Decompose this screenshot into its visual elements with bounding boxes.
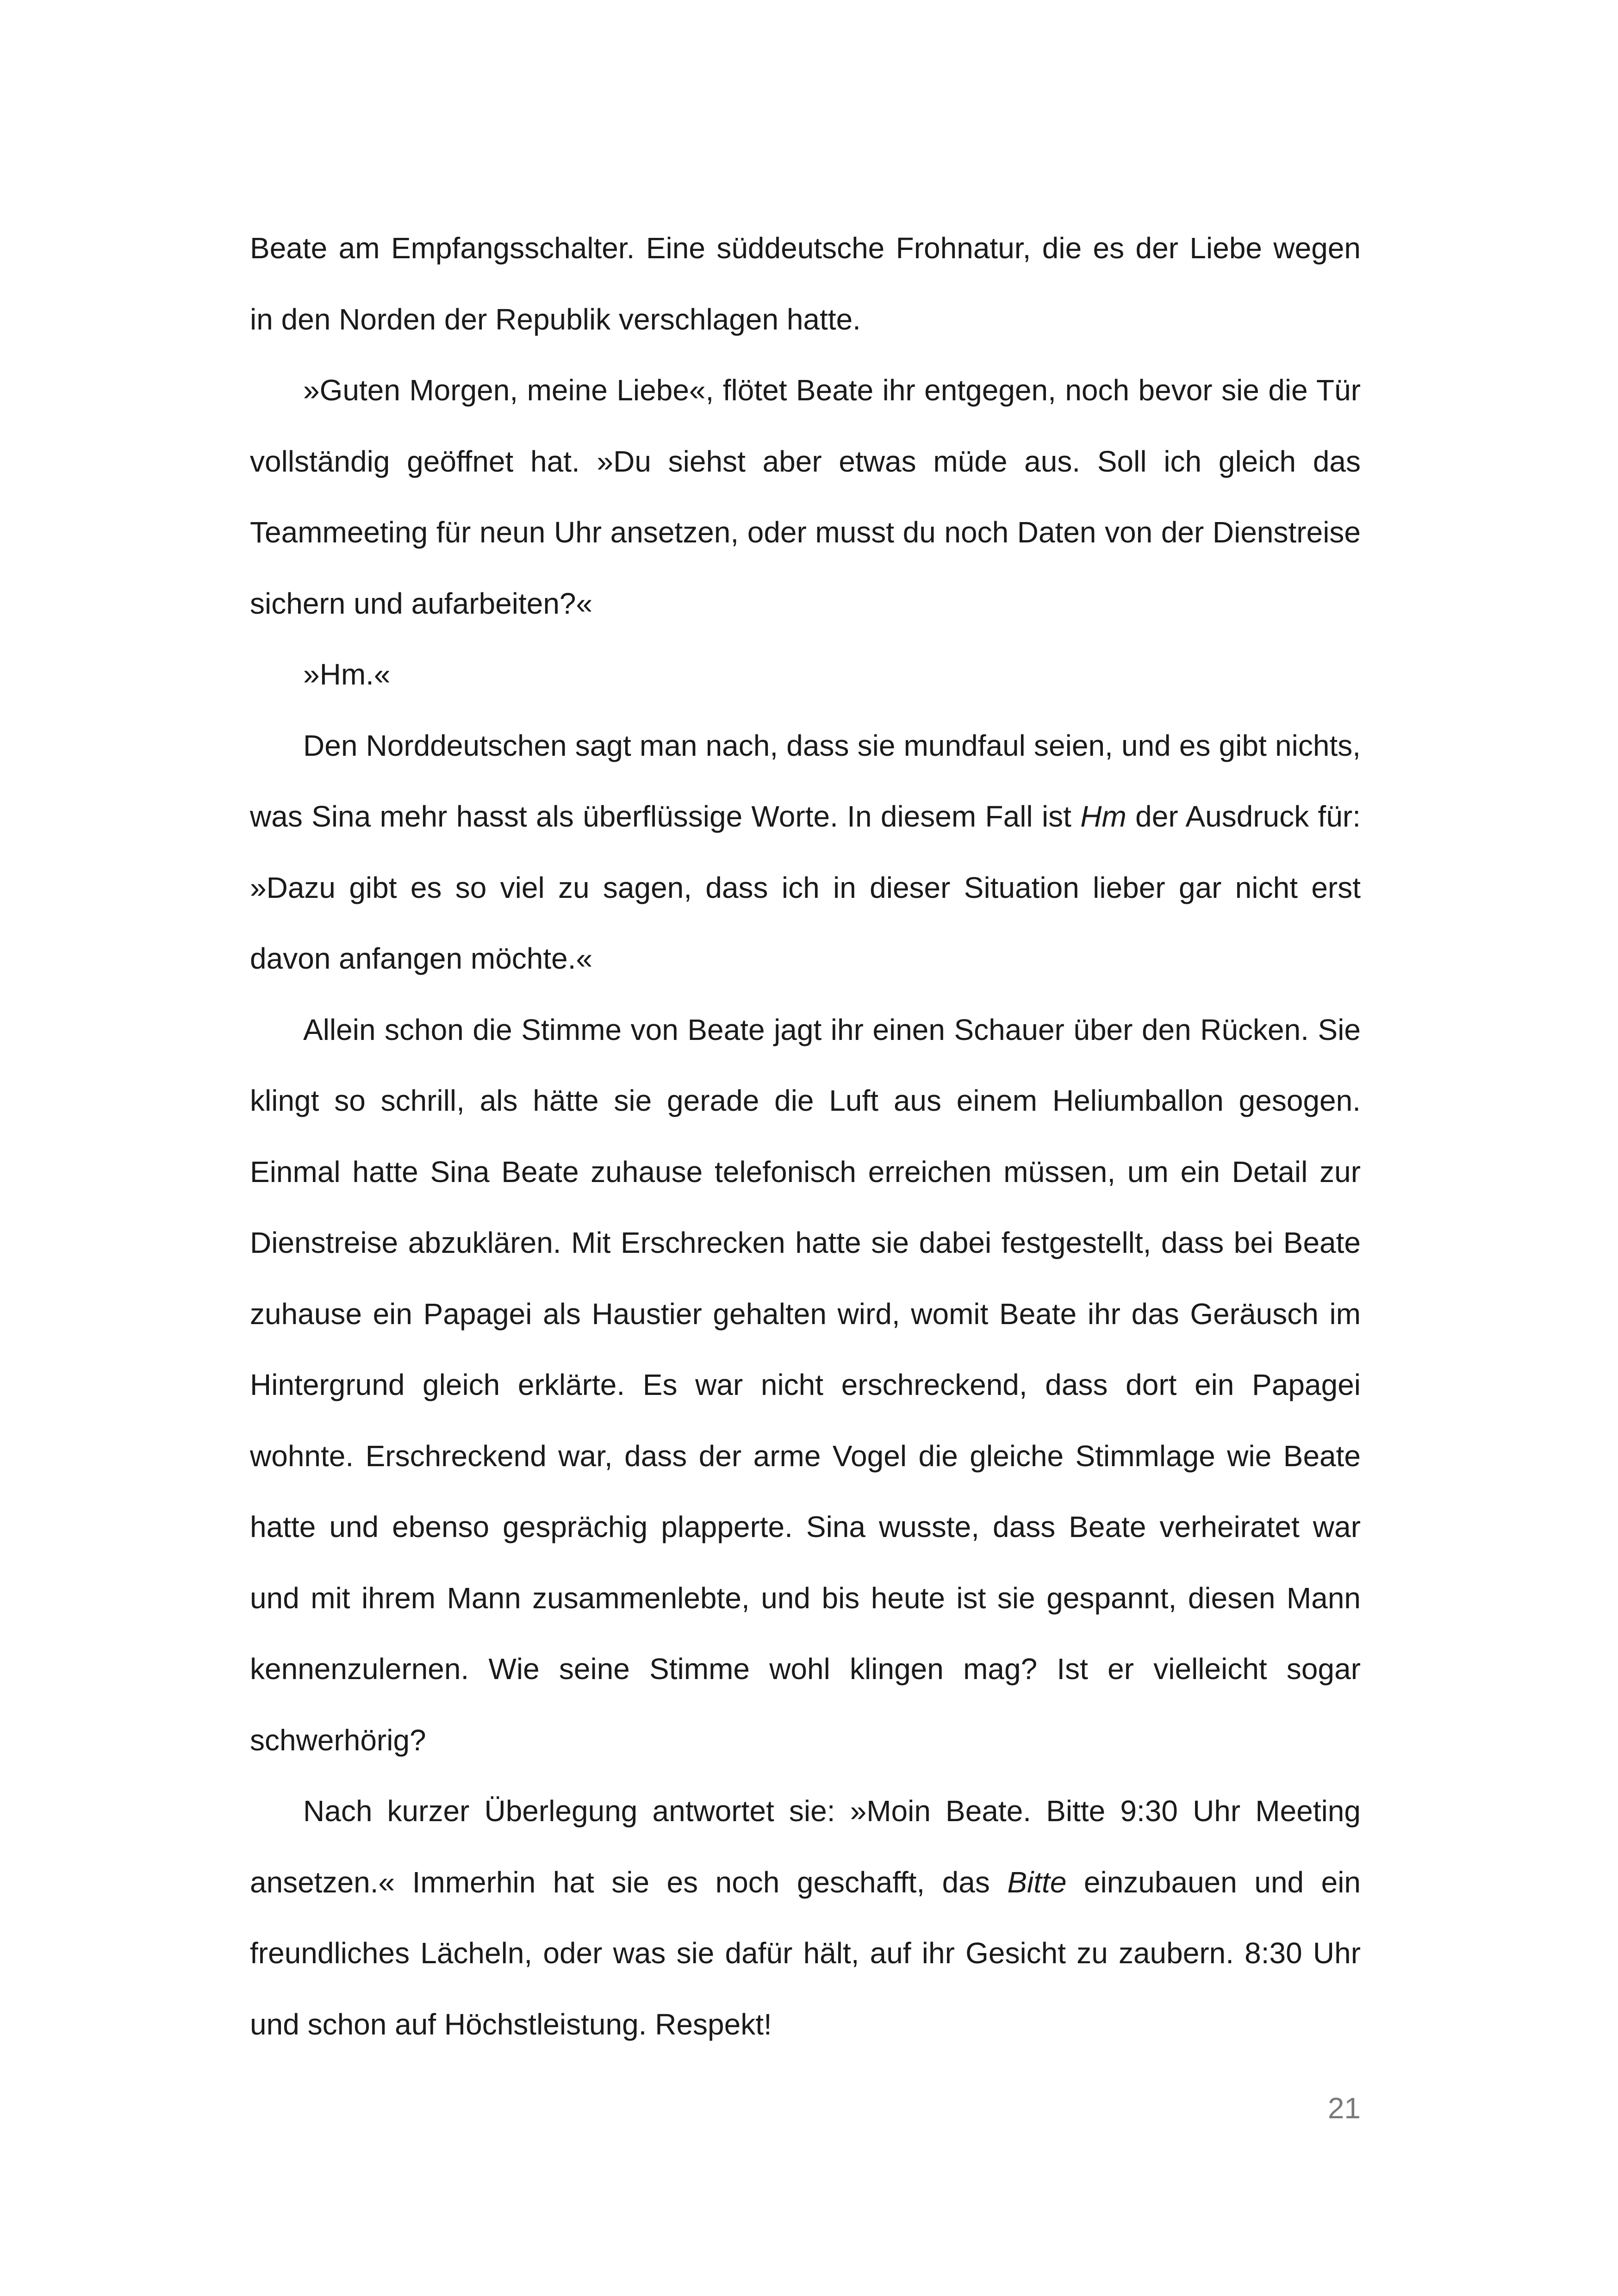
paragraph: »Hm.« — [303, 658, 391, 691]
paragraph: »Guten Morgen, meine Liebe«, flötet Beate ihr entgegen, noch bevor sie die Tür vollständig geöffnet hat. »Du siehst aber etwas müde aus. Soll ich gleich das Teammeeting für neun Uhr ansetzen, oder musst du noch Daten von der Dienstreise sichern und aufarbeiten?« — [250, 373, 1361, 620]
paragraph: Beate am Empfangsschalter. Eine süddeutsche Frohnatur, die es der Liebe wegen in den Norden der Republik verschlagen hatte. — [250, 231, 1361, 336]
page-number: 21 — [1327, 2091, 1361, 2125]
paragraph: Allein schon die Stimme von Beate jagt ihr einen Schauer über den Rücken. Sie klingt so schrill, als hätte sie gerade die Luft aus einem Heliumballon gesogen. Einmal hatte Sina Beate zuhause telefonisch erreichen müssen, um ein Detail zur Dienstreise abzuklären. Mit Erschrecken hatte sie dabei festgestellt, dass bei Beate zuhause ein Papagei als Haustier gehalten wird, womit Beate ihr das Geräusch im Hintergrund gleich erklärte. Es war nicht erschreckend, dass dort ein Papagei wohnte. Erschreckend war, dass der arme Vogel die gleiche Stimmlage wie Beate hatte und ebenso gesprächig plapperte. Sina wusste, dass Beate verheiratet war und mit ihrem Mann zusammenlebte, und bis heute ist sie gespannt, diesen Mann kennenzulernen. Wie seine Stimme wohl klingen mag? Ist er vielleicht sogar schwerhörig? — [250, 1013, 1361, 1757]
italic-emphasis: Bitte — [1007, 1865, 1067, 1899]
body-text — [250, 213, 1361, 2060]
italic-emphasis: Hm — [1080, 800, 1126, 833]
paragraph: Den Norddeutschen sagt man nach, dass sie mundfaul seien, und es gibt nichts, was Sina mehr hasst als überflüssige Worte. In diesem Fall ist Hm der Ausdruck für: »Dazu gibt es so viel zu sagen, dass ich in dieser Situation lieber gar nicht erst davon anfangen möchte.« — [250, 728, 1361, 975]
paragraph: Nach kurzer Überlegung antwortet sie: »Moin Beate. Bitte 9:30 Uhr Meeting ansetzen.« Immerhin hat sie es noch geschafft, das Bitte einzubauen und ein freundliches Lächeln, oder was sie dafür hält, auf ihr Gesicht zu zaubern. 8:30 Uhr und schon auf Höchstleistung. Respekt! — [250, 1794, 1361, 2041]
